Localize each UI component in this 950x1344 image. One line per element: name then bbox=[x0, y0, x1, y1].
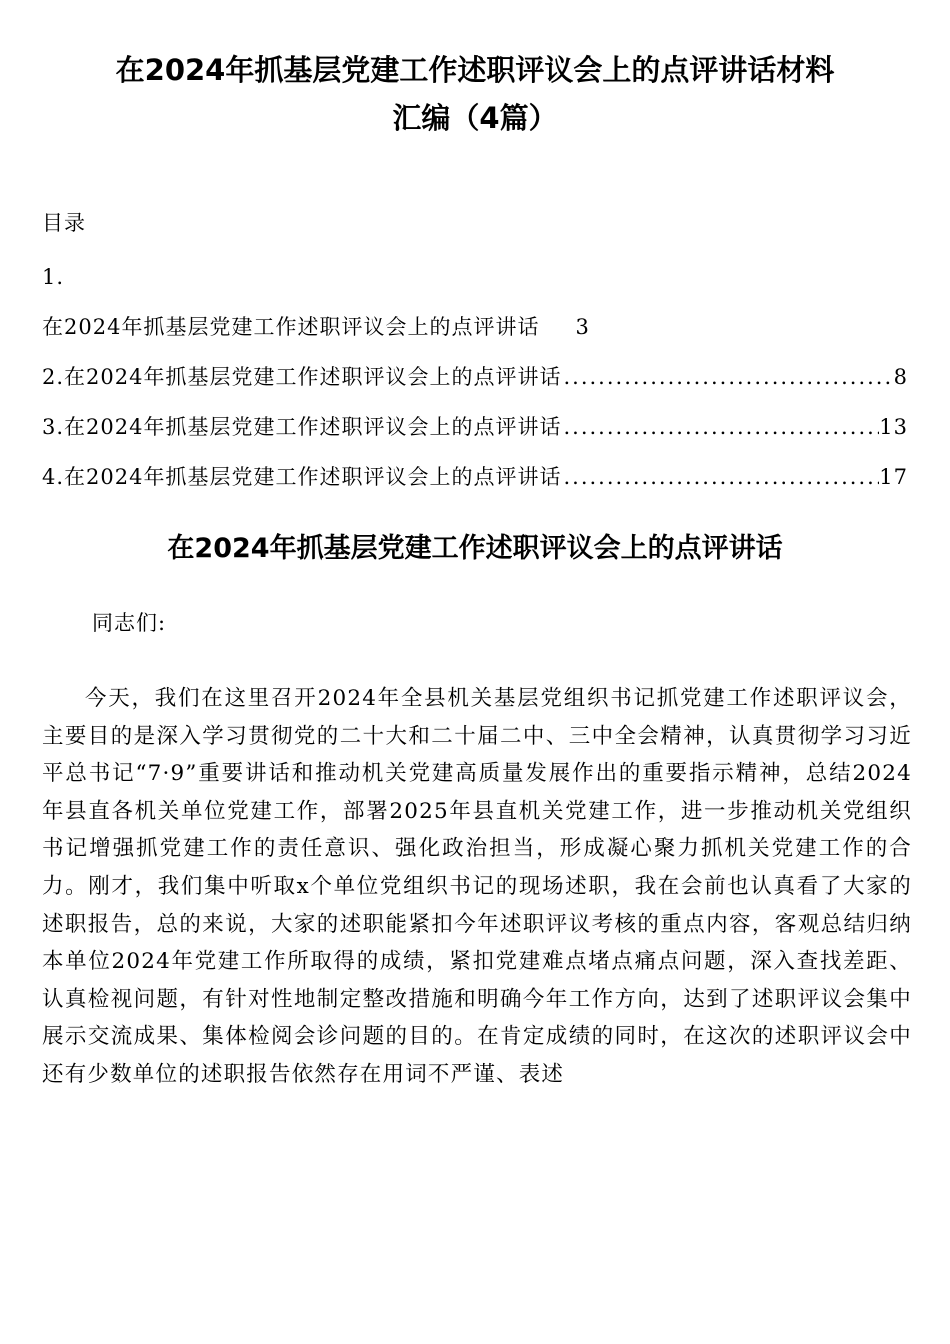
toc-item-3-page: 13 bbox=[879, 415, 908, 439]
toc-heading: 目录 bbox=[42, 211, 86, 235]
toc-item-4-text: 4.在2024年抓基层党建工作述职评议会上的点评讲话 bbox=[42, 465, 562, 489]
toc-dot-leader bbox=[561, 412, 879, 442]
toc-dot-leader bbox=[561, 462, 879, 492]
toc-item-4-page: 17 bbox=[879, 465, 908, 489]
body-paragraph: 今天，我们在这里召开2024年全县机关基层党组织书记抓党建工作述职评议会，主要目的是深入学习贯彻党的二十大和二十届二中、三中全会精神，认真贯彻学习习近平总书记“7·9”重要讲话和推动机关党建高质量发展作出的重要指示精神，总结2024年县直各机关单位党建工作，部署2025年县直机关党建工作，进一步推动机关党组织书记增强抓党建工作的责任意识、强化政治担当，形成凝心聚力抓机关党建工作的合力。刚才，我们集中听取x个单位党组织书记的现场述职，我在会前也认真看了大家的述职报告，总的来说，大家的述职能紧扣今年述职评议考核的重点内容，客观总结归纳本单位2024年党建工作所取得的成绩，紧扣党建难点堵点痛点问题，深入查找差距、认真检视问题，有针对性地制定整改措施和明确今年工作方向，达到了述职评议会集中展示交流成果、集体检阅会诊问题的目的。在肯定成绩的同时，在这次的述职评议会中还有少数单位的述职报告依然存在用词不严谨、表述 bbox=[42, 686, 912, 1087]
salutation: 同志们: bbox=[92, 611, 167, 635]
toc-item-2-text: 2.在2024年抓基层党建工作述职评议会上的点评讲话 bbox=[42, 365, 562, 389]
toc-item-1-page: 3 bbox=[575, 315, 590, 339]
document-title-line-1: 在2024年抓基层党建工作述职评议会上的点评讲话材料 bbox=[115, 53, 835, 87]
toc-item-3-text: 3.在2024年抓基层党建工作述职评议会上的点评讲话 bbox=[42, 415, 562, 439]
section-title: 在2024年抓基层党建工作述职评议会上的点评讲话 bbox=[167, 533, 783, 564]
toc-item-2-page: 8 bbox=[893, 365, 908, 389]
toc-item-3[interactable] bbox=[42, 412, 908, 442]
toc-item-2[interactable] bbox=[42, 362, 908, 392]
toc-item-4[interactable] bbox=[42, 462, 908, 492]
toc-item-1-text: 在2024年抓基层党建工作述职评议会上的点评讲话 bbox=[42, 315, 540, 339]
document-title-line-2: 汇编（4篇） bbox=[392, 101, 558, 135]
toc-dot-leader bbox=[561, 362, 893, 392]
toc-item-1[interactable] bbox=[42, 312, 908, 342]
toc-item-1-number: 1. bbox=[42, 265, 65, 289]
